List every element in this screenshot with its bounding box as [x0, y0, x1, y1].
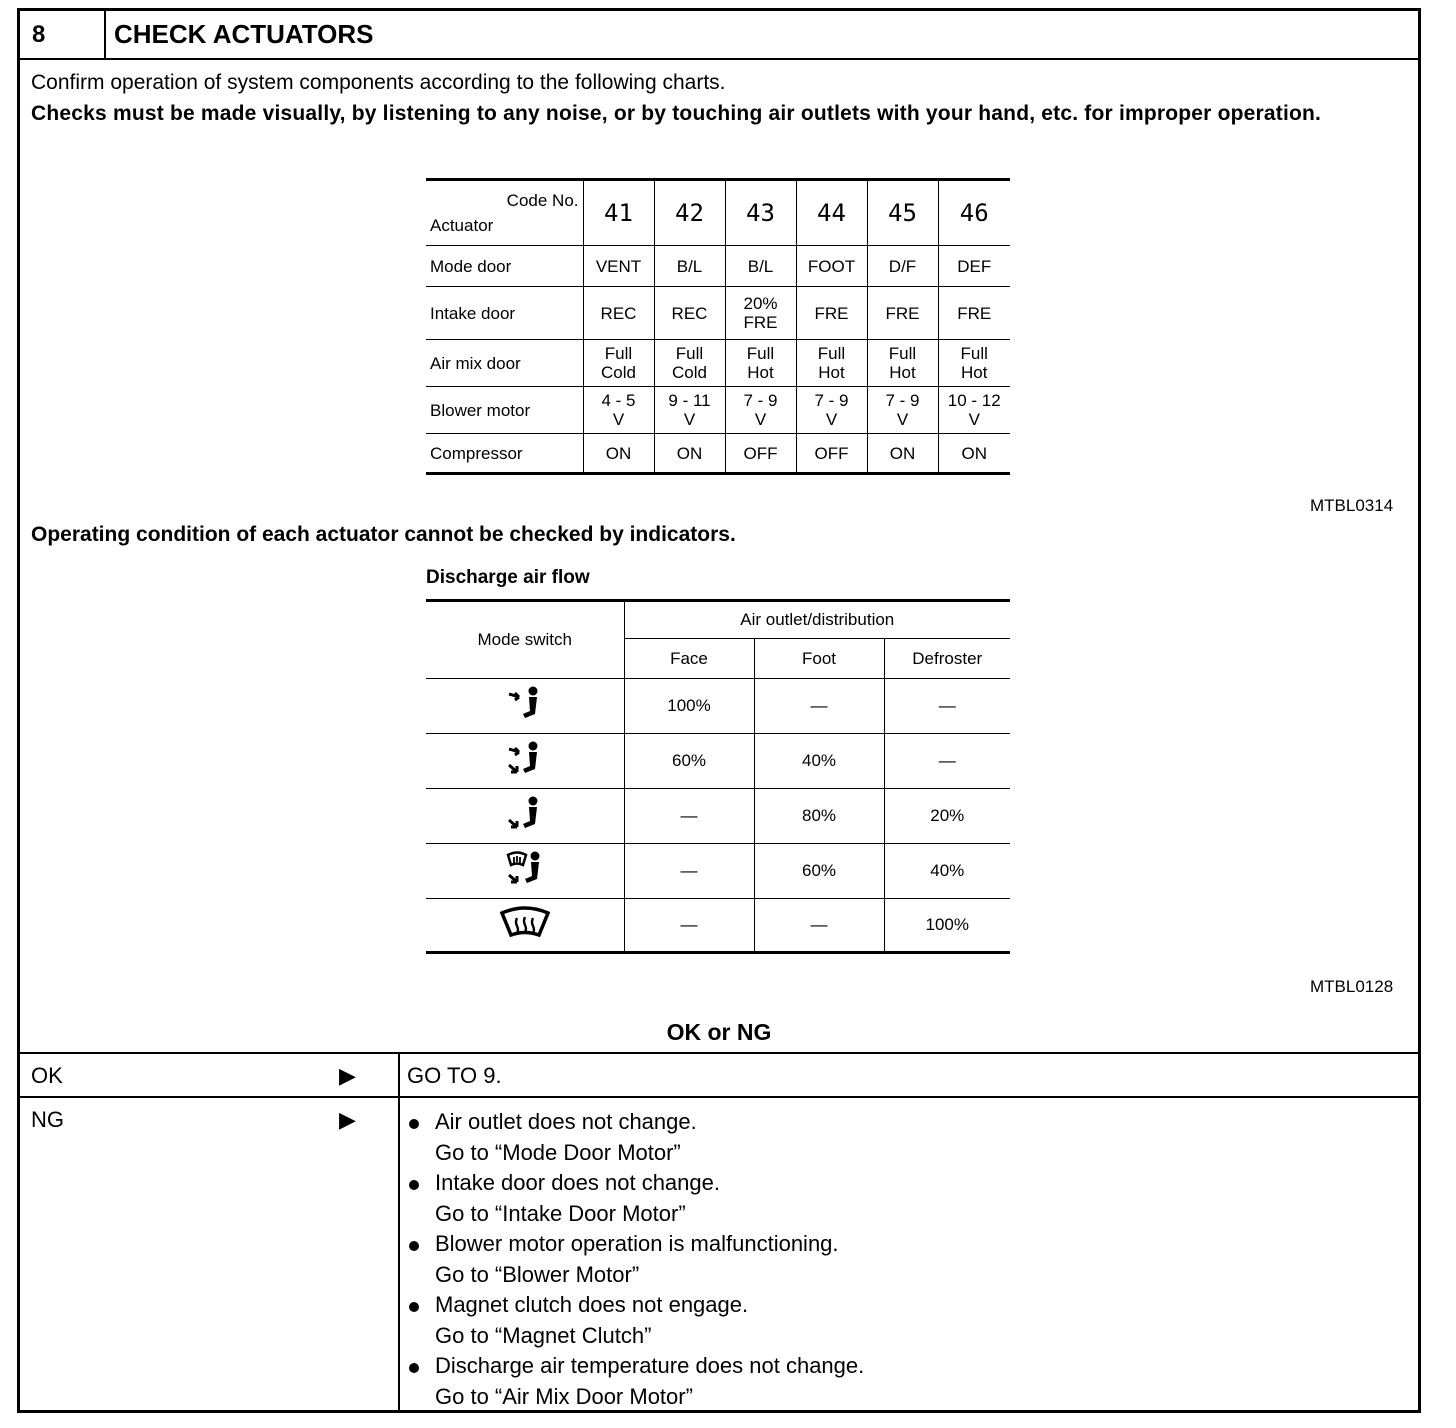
table-cell: Full Hot	[725, 340, 796, 387]
ng-label: NG	[31, 1107, 64, 1132]
table-row	[426, 844, 1010, 899]
table-row	[426, 679, 1010, 734]
mode-icon-cell	[426, 844, 624, 899]
procedure-frame	[17, 8, 1421, 1413]
table-cell: REC	[583, 287, 654, 340]
table-cell: —	[884, 679, 1010, 734]
list-item: Discharge air temperature does not change. Go to “Air Mix Door Motor”	[407, 1351, 864, 1412]
table-cell: —	[624, 789, 754, 844]
table-corner-cell	[426, 180, 583, 246]
intro-line: Confirm operation of system components according to the following charts.	[31, 71, 726, 94]
table-cell: Full Hot	[867, 340, 938, 387]
mode-switch-header: Mode switch	[426, 601, 624, 679]
step-header	[20, 11, 1418, 60]
foot-defrost-mode-icon	[505, 849, 545, 889]
table-cell: FRE	[796, 287, 867, 340]
divider	[20, 1096, 1418, 1098]
code-cell: 46	[938, 180, 1010, 246]
table-row	[426, 287, 1010, 340]
table-cell: ON	[583, 434, 654, 474]
table-cell: ON	[938, 434, 1010, 474]
bullet-icon	[409, 1363, 419, 1373]
table-cell: 60%	[754, 844, 884, 899]
mode-icon-cell	[426, 789, 624, 844]
table-cell: 80%	[754, 789, 884, 844]
code-cell: 45	[867, 180, 938, 246]
discharge-air-flow-table	[426, 599, 1010, 954]
list-item: Air outlet does not change. Go to “Mode Door Motor”	[407, 1107, 864, 1168]
figure-id: MTBL0128	[1310, 977, 1394, 996]
step-title: CHECK ACTUATORS	[114, 19, 374, 49]
code-cell: 42	[654, 180, 725, 246]
table-cell: VENT	[583, 246, 654, 287]
ok-label: OK	[31, 1063, 63, 1088]
table-row	[426, 734, 1010, 789]
column-header: Foot	[754, 639, 884, 679]
table-cell: —	[624, 899, 754, 953]
foot-mode-icon	[505, 794, 545, 834]
table-cell: 10 - 12 V	[938, 387, 1010, 434]
bullet-icon	[409, 1180, 419, 1190]
table-cell: —	[754, 899, 884, 953]
table-cell: DEF	[938, 246, 1010, 287]
code-cell: 41	[583, 180, 654, 246]
table-cell: FOOT	[796, 246, 867, 287]
code-cell: 43	[725, 180, 796, 246]
section-subheading: Operating condition of each actuator cannot be checked by indicators.	[31, 523, 736, 546]
table-cell: B/L	[725, 246, 796, 287]
intro-bold-note: Checks must be made visually, by listening to any noise, or by touching air outlets with your hand, etc. for improper operation.	[31, 102, 1322, 125]
table-cell: 4 - 5 V	[583, 387, 654, 434]
table-row	[426, 789, 1010, 844]
table-cell: Full Hot	[938, 340, 1010, 387]
mode-icon-cell	[426, 679, 624, 734]
table-cell: FRE	[938, 287, 1010, 340]
bilevel-mode-icon	[505, 739, 545, 779]
column-header: Face	[624, 639, 754, 679]
divider	[20, 1052, 1418, 1054]
table-cell: 40%	[884, 844, 1010, 899]
table-cell: —	[624, 844, 754, 899]
table-cell: 20%	[884, 789, 1010, 844]
figure-id: MTBL0314	[1310, 496, 1394, 515]
actuator-code-table	[426, 178, 1010, 475]
table-cell: REC	[654, 287, 725, 340]
table-cell: FRE	[867, 287, 938, 340]
table-cell: B/L	[654, 246, 725, 287]
table-cell: D/F	[867, 246, 938, 287]
list-item: Magnet clutch does not engage. Go to “Magnet Clutch”	[407, 1290, 864, 1351]
code-no-label: Code No.	[506, 191, 579, 210]
table-cell: ON	[867, 434, 938, 474]
row-label: Air mix door	[426, 340, 583, 387]
table-cell: 7 - 9 V	[725, 387, 796, 434]
table-cell: Full Cold	[654, 340, 725, 387]
code-cell: 44	[796, 180, 867, 246]
table-cell: 100%	[884, 899, 1010, 953]
table-cell: —	[754, 679, 884, 734]
column-header: Defroster	[884, 639, 1010, 679]
header-divider	[104, 11, 106, 58]
table-cell: 60%	[624, 734, 754, 789]
table-cell: 40%	[754, 734, 884, 789]
table-row	[426, 387, 1010, 434]
row-label: Mode door	[426, 246, 583, 287]
step-number: 8	[32, 21, 46, 48]
table-row	[426, 434, 1010, 474]
table-cell: —	[884, 734, 1010, 789]
result-question: OK or NG	[666, 1019, 772, 1045]
table-cell: 20% FRE	[725, 287, 796, 340]
table-cell: 7 - 9 V	[867, 387, 938, 434]
table-row	[426, 340, 1010, 387]
bullet-icon	[409, 1241, 419, 1251]
row-label: Intake door	[426, 287, 583, 340]
table-cell: 9 - 11 V	[654, 387, 725, 434]
vent-mode-icon	[505, 684, 545, 724]
table-cell: Full Hot	[796, 340, 867, 387]
bullet-icon	[409, 1119, 419, 1129]
column-divider	[398, 1052, 400, 1413]
table-cell: OFF	[796, 434, 867, 474]
row-label: Compressor	[426, 434, 583, 474]
arrow-right-icon: ▶	[339, 1107, 356, 1132]
intro-text	[31, 67, 1361, 129]
table-row	[426, 899, 1010, 953]
table-cell: Full Cold	[583, 340, 654, 387]
mode-icon-cell	[426, 899, 624, 953]
defrost-mode-icon	[499, 905, 551, 941]
bullet-icon	[409, 1302, 419, 1312]
mode-icon-cell	[426, 734, 624, 789]
table-row	[426, 246, 1010, 287]
ng-action-list	[407, 1107, 864, 1412]
arrow-right-icon: ▶	[339, 1063, 356, 1088]
table-cell: 7 - 9 V	[796, 387, 867, 434]
table-cell: 100%	[624, 679, 754, 734]
table-cell: ON	[654, 434, 725, 474]
actuator-label: Actuator	[430, 216, 494, 235]
discharge-table-caption: Discharge air flow	[426, 567, 590, 588]
table-cell: OFF	[725, 434, 796, 474]
ok-action: GO TO 9.	[407, 1063, 502, 1088]
row-label: Blower motor	[426, 387, 583, 434]
air-outlet-header: Air outlet/distribution	[624, 601, 1010, 639]
list-item: Blower motor operation is malfunctioning. Go to “Blower Motor”	[407, 1229, 864, 1290]
list-item: Intake door does not change. Go to “Intake Door Motor”	[407, 1168, 864, 1229]
